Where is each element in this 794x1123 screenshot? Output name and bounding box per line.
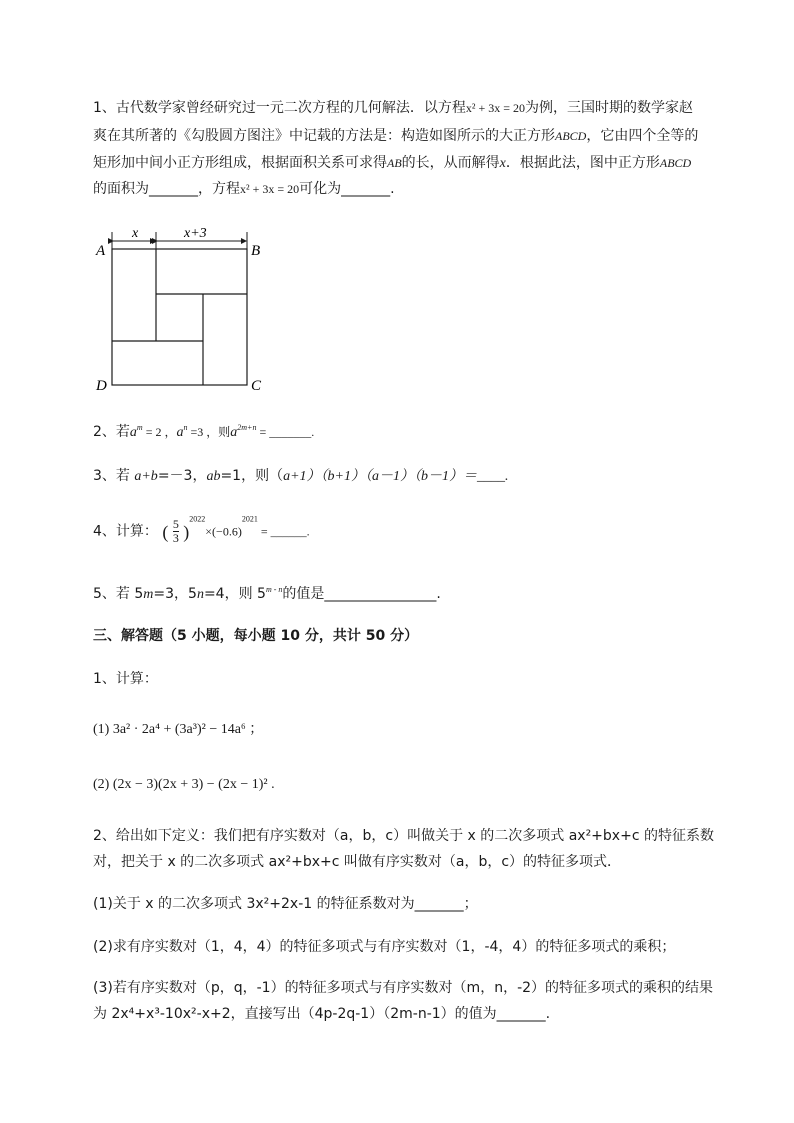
- q2: 2、若$a^m = 2$ ，$a^n =3$ ，则$a^{2m+n}$ = _______.: [93, 423, 315, 440]
- q1-line-3: 矩形加中间小正方形组成，根据面积关系可求得AB的长，从而解得x．根据此法，图中正方形ABCD: [93, 155, 692, 171]
- q1-equation: x² + 3x = 20: [465, 101, 526, 115]
- q4: 4、计算： ( $\frac{5}{3}$ )$^{2022}\times(-0.6)^{2021}$ = ______.: [93, 514, 310, 545]
- outer-square: [112, 249, 247, 385]
- square-figure: [90, 222, 270, 397]
- a2-line-1: 2、给出如下定义：我们把有序实数对（a，b，c）叫做关于 x 的二次多项式 ax²+bx+c 的特征系数: [93, 828, 714, 844]
- section-heading: 三、解答题（5 小题，每小题 10 分，共计 50 分）: [93, 628, 419, 644]
- a1-part-1: (1) 3a² · 2a⁴ + (3a³)² − 14a⁶ ；: [93, 722, 264, 737]
- label-x3: x+3: [184, 226, 207, 241]
- q1-line-4: 的面积为_______，方程x² + 3x = 20可化为_______.: [93, 181, 395, 197]
- q1-line-1: 1、古代数学家曾经研究过一元二次方程的几何解法．以方程x² + 3x = 20为例，三国时期的数学家赵: [93, 100, 694, 116]
- a2-part-2: (2)求有序实数对（1，4，4）的特征多项式与有序实数对（1，-4，4）的特征多项式的乘积；: [93, 939, 676, 955]
- a1-title: 1、计算：: [93, 671, 158, 687]
- vertex-c: C: [251, 378, 262, 394]
- a2-part-3-line-2: 为 2x⁴+x³-10x²-x+2，直接写出（4p-2q-1）（2m-n-1）的值为_______.: [93, 1006, 551, 1022]
- vertex-d: D: [96, 378, 107, 394]
- fraction-5-3: (: [162, 521, 169, 542]
- a1-part-2: (2) (2x − 3)(2x + 3) − (2x − 1)² .: [93, 777, 275, 792]
- q5: 5、若 5m=3，5n=4，则 5$^{m - n}$的值是________________.: [93, 585, 441, 602]
- label-x: x: [132, 226, 139, 241]
- vertex-b: B: [251, 243, 261, 259]
- a2-part-1: (1)关于 x 的二次多项式 3x²+2x-1 的特征系数对为_______；: [93, 896, 478, 912]
- a2-line-2: 对，把关于 x 的二次多项式 ax²+bx+c 叫做有序实数对（a，b，c）的特征多项式．: [93, 854, 622, 870]
- q1-line-2: 爽在其所著的《勾股圆方图注》中记载的方法是：构造如图所示的大正方形ABCD，它由四个全等的: [93, 128, 699, 144]
- vertex-a: A: [96, 243, 106, 259]
- a2-part-3-line-1: (3)若有序实数对（p，q，-1）的特征多项式与有序实数对（m，n，-2）的特征多项式的乘积的结果: [93, 980, 714, 996]
- q3: 3、若 a+b=－3，ab=1，则（a+1）（b+1）（a－1）（b－1）＝____.: [93, 468, 509, 484]
